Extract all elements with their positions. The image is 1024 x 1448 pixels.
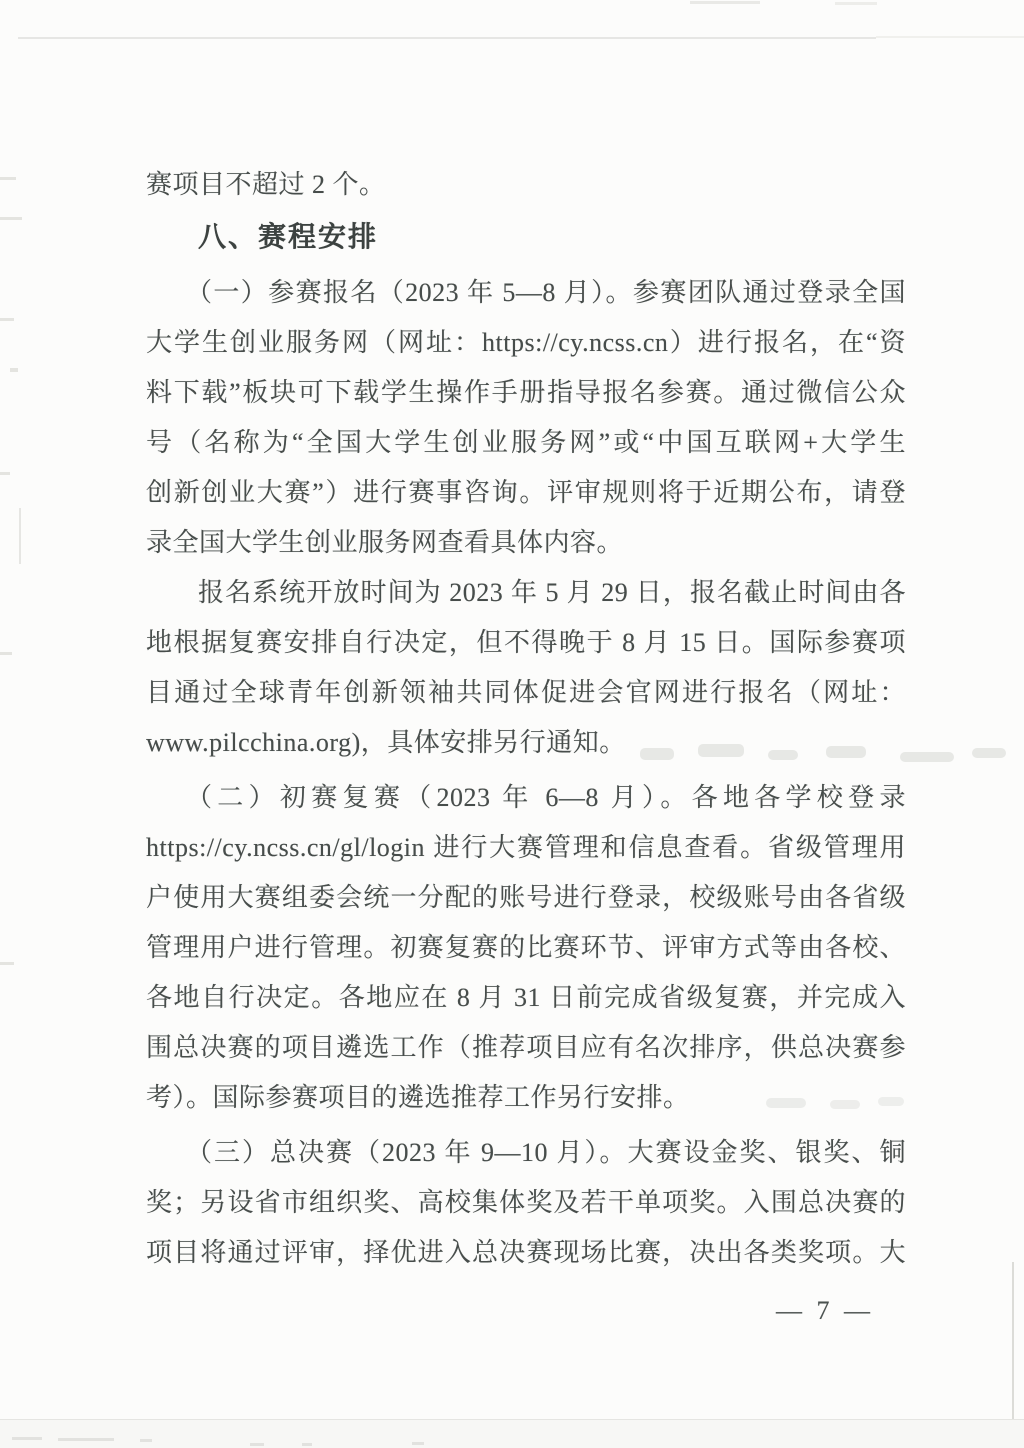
scan-edge-tick — [0, 318, 14, 321]
body-line: 大学生创业服务网（网址：https://cy.ncss.cn）进行报名，在“资 — [146, 328, 906, 357]
scan-smudge — [12, 1437, 42, 1440]
scan-smudge — [412, 1442, 424, 1445]
body-line: （二）初赛复赛（2023 年 6—8 月）。各地各学校登录 — [186, 783, 906, 812]
scan-fold-line — [18, 37, 876, 39]
scan-smudge — [58, 1438, 114, 1441]
body-line: 项目将通过评审，择优进入总决赛现场比赛，决出各类奖项。大 — [146, 1238, 906, 1267]
body-line: 地根据复赛安排自行决定，但不得晚于 8 月 15 日。国际参赛项 — [146, 628, 906, 657]
scan-ghosting — [972, 748, 1006, 758]
paragraph-registration — [146, 268, 906, 568]
body-line: 录全国大学生创业服务网查看具体内容。 — [146, 528, 624, 557]
body-line: （一）参赛报名（2023 年 5—8 月）。参赛团队通过登录全国 — [186, 278, 906, 307]
scan-edge-tick — [0, 652, 12, 655]
body-line: 创新创业大赛”）进行赛事咨询。评审规则将于近期公布，请登 — [146, 478, 906, 507]
scan-edge-tick — [0, 472, 10, 475]
body-line: www.pilcchina.org)，具体安排另行通知。 — [146, 728, 626, 757]
scan-ghosting — [900, 752, 954, 762]
paragraph-system-open-time — [146, 568, 906, 768]
body-line: 各地自行决定。各地应在 8 月 31 日前完成省级复赛，并完成入 — [146, 983, 906, 1012]
scan-smudge — [250, 1443, 264, 1446]
document-body — [146, 160, 906, 1336]
scan-fold-line — [876, 36, 1024, 38]
page-number: — 7 — — [776, 1296, 874, 1325]
scan-edge-tick — [0, 962, 14, 965]
scan-smudge — [140, 1439, 152, 1442]
scan-smudge — [690, 1, 760, 4]
body-line: 报名系统开放时间为 2023 年 5 月 29 日，报名截止时间由各 — [198, 578, 906, 607]
body-line: 围总决赛的项目遴选工作（推荐项目应有名次排序，供总决赛参 — [146, 1033, 906, 1062]
body-line: https://cy.ncss.cn/gl/login 进行大赛管理和信息查看。省级管理用 — [146, 833, 906, 862]
body-line: 赛项目不超过 2 个。 — [146, 170, 386, 199]
scanner-edge-line — [1012, 1262, 1014, 1448]
section-heading: 八、赛程安排 — [198, 221, 379, 252]
body-line: 管理用户进行管理。初赛复赛的比赛环节、评审方式等由各校、 — [146, 933, 906, 962]
page-bottom-edge — [0, 1419, 1024, 1448]
scan-smudge — [835, 2, 877, 5]
scan-edge-tick — [10, 368, 18, 372]
body-line: 户使用大赛组委会统一分配的账号进行登录，校级账号由各省级 — [146, 883, 906, 912]
body-line: 料下载”板块可下载学生操作手册指导报名参赛。通过微信公众 — [146, 378, 906, 407]
scan-edge-tick — [0, 177, 16, 180]
body-line: 号（名称为“全国大学生创业服务网”或“中国互联网+大学生 — [146, 428, 906, 457]
body-line: 奖；另设省市组织奖、高校集体奖及若干单项奖。入围总决赛的 — [146, 1188, 906, 1217]
body-line: （三）总决赛（2023 年 9—10 月）。大赛设金奖、银奖、铜 — [186, 1138, 906, 1167]
body-line: 目通过全球青年创新领袖共同体促进会官网进行报名（网址： — [146, 678, 906, 707]
paragraph-finals — [146, 1128, 906, 1278]
scan-smudge — [302, 1443, 312, 1446]
paragraph-preliminary-semifinal — [146, 773, 906, 1123]
scan-edge-line — [19, 508, 21, 564]
body-line: 考）。国际参赛项目的遴选推荐工作另行安排。 — [146, 1083, 690, 1112]
scan-edge-tick — [0, 217, 22, 220]
